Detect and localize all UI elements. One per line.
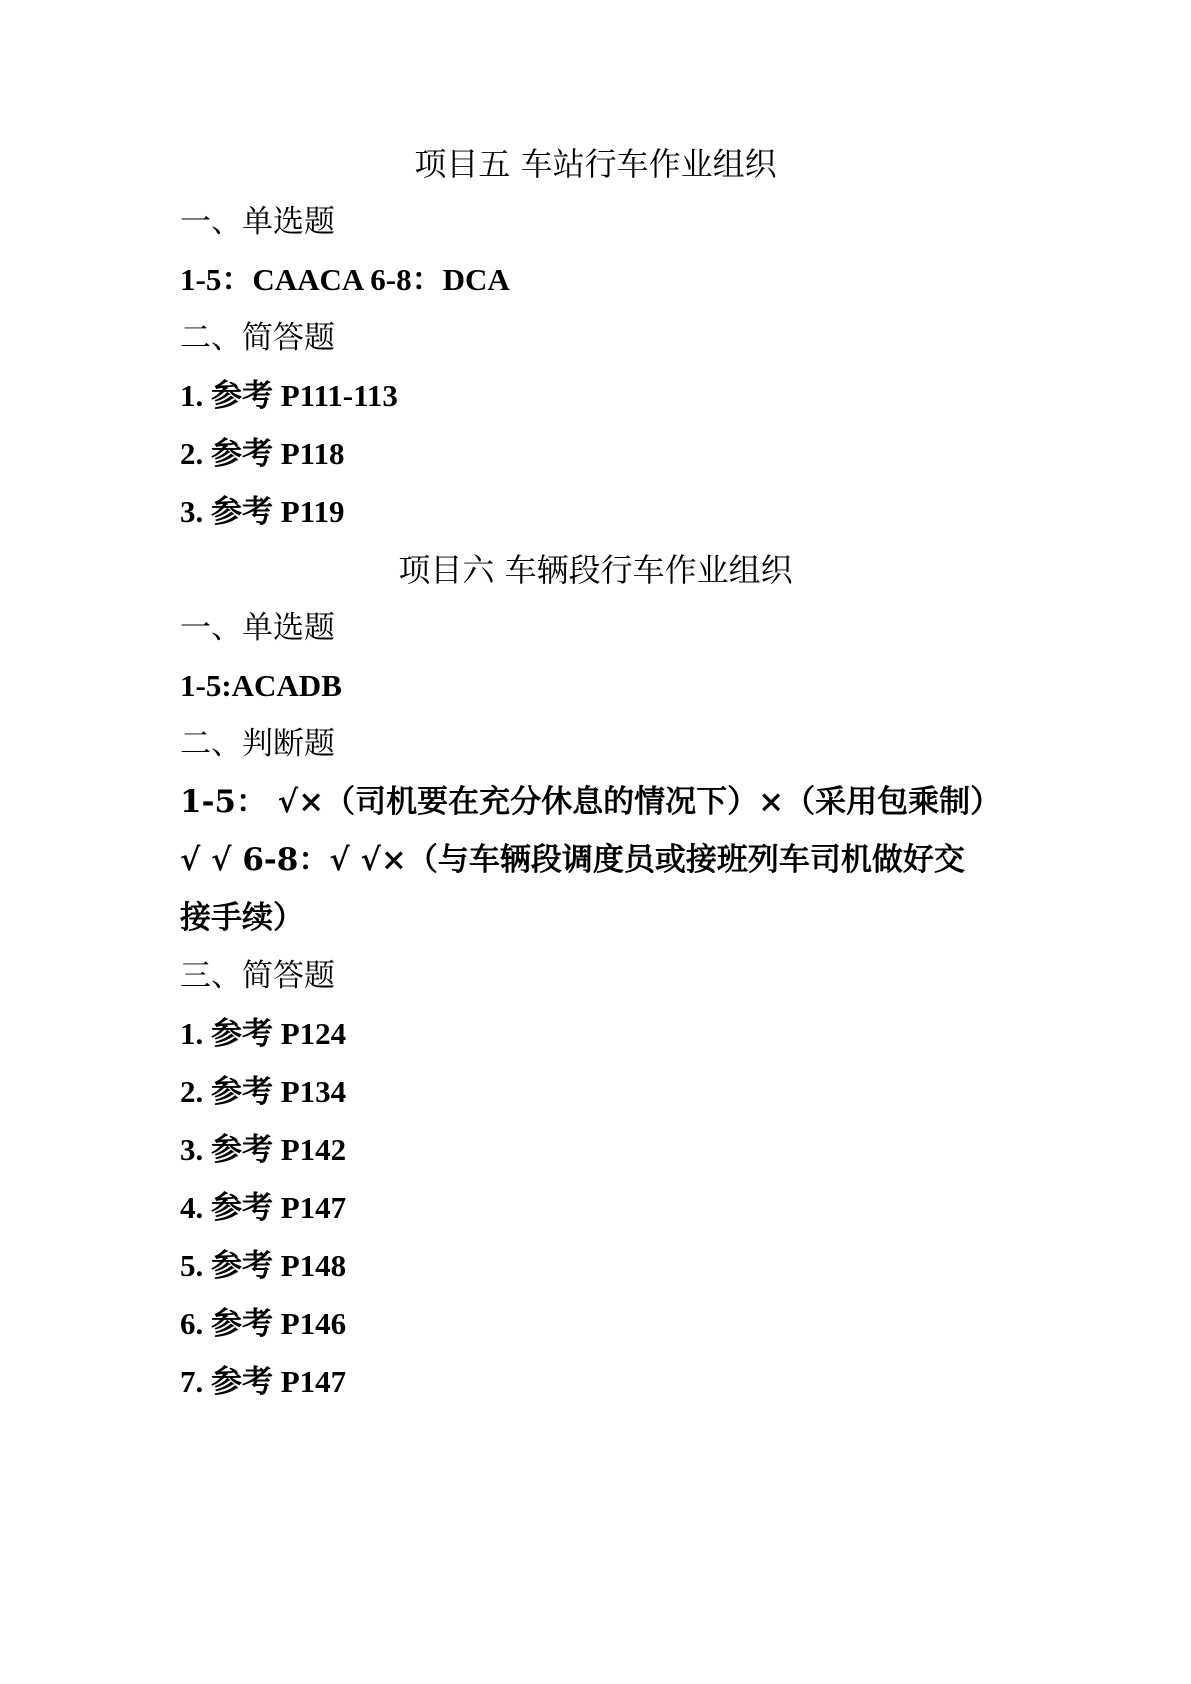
- project5-title: 项目五 车站行车作业组织: [414, 145, 777, 183]
- project6-section-short-answer: 三、简答题: [180, 958, 335, 994]
- project6-ref-2: 2. 参考 P134: [180, 1074, 347, 1109]
- project6-ref-3: 3. 参考 P142: [180, 1132, 347, 1167]
- project6-title: 项目六 车辆段行车作业组织: [398, 551, 793, 589]
- project6-true-false-line-3: 接手续）: [180, 900, 304, 936]
- project6-true-false-line-1: 1-5： √×（司机要在充分休息的情况下）×（采用包乘制）: [180, 784, 1002, 820]
- project5-single-choice-answers: 1-5：CAACA 6-8：DCA: [180, 262, 510, 297]
- project6-true-false-line-2: √ √ 6-8：√ √×（与车辆段调度员或接班列车司机做好交: [180, 842, 965, 878]
- project5-section-single-choice: 一、单选题: [180, 204, 335, 240]
- project6-section-single-choice: 一、单选题: [180, 610, 335, 646]
- project5-ref-3: 3. 参考 P119: [180, 494, 345, 529]
- project5-ref-1: 1. 参考 P111-113: [180, 378, 398, 413]
- project6-ref-1: 1. 参考 P124: [180, 1016, 347, 1051]
- project6-ref-7: 7. 参考 P147: [180, 1364, 347, 1399]
- project6-single-choice-answers: 1-5:ACADB: [180, 668, 342, 703]
- project6-ref-4: 4. 参考 P147: [180, 1190, 347, 1225]
- project6-ref-5: 5. 参考 P148: [180, 1248, 347, 1283]
- project5-ref-2: 2. 参考 P118: [180, 436, 345, 471]
- project6-section-true-false: 二、判断题: [180, 726, 335, 762]
- project6-ref-6: 6. 参考 P146: [180, 1306, 347, 1341]
- project5-section-short-answer: 二、简答题: [180, 320, 335, 356]
